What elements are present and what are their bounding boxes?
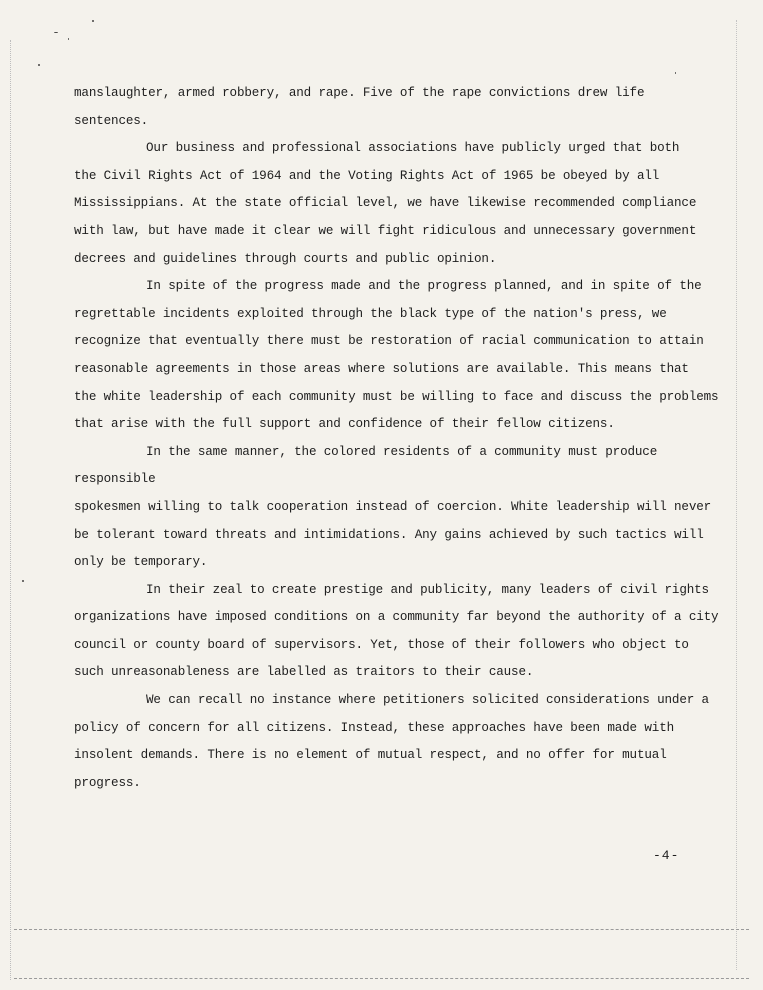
text-line: organizations have imposed conditions on a community far beyond the authority of a city bbox=[74, 610, 719, 625]
page-number: -4- bbox=[653, 848, 680, 863]
paragraph-first-line: In the same manner, the colored residents of a community must produce responsible bbox=[74, 444, 658, 487]
text-line: reasonable agreements in those areas where solutions are available. This means that bbox=[74, 361, 689, 376]
scan-speck bbox=[68, 38, 69, 40]
scan-left-edge bbox=[10, 40, 11, 980]
scan-speck bbox=[22, 580, 24, 582]
text-line: decrees and guidelines through courts and public opinion. bbox=[74, 251, 497, 266]
text-line: such unreasonableness are labelled as traitors to their cause. bbox=[74, 665, 534, 680]
text-line: manslaughter, armed robbery, and rape. Five of the rape convictions drew life bbox=[74, 86, 645, 100]
text-line: council or county board of supervisors. Yet, those of their followers who object to bbox=[74, 637, 689, 652]
scan-fold-line bbox=[14, 929, 749, 930]
scan-fold-line bbox=[14, 978, 749, 979]
text-line: insolent demands. There is no element of mutual respect, and no offer for mutual bbox=[74, 748, 667, 763]
scan-speck bbox=[38, 64, 40, 66]
scan-speck bbox=[54, 32, 58, 33]
text-line: with law, but have made it clear we will fight ridiculous and unnecessary government bbox=[74, 223, 697, 238]
text-line: Mississippians. At the state official level, we have likewise recommended compliance bbox=[74, 196, 697, 211]
text-line: regrettable incidents exploited through the black type of the nation's press, we bbox=[74, 306, 667, 321]
text-line: progress. bbox=[74, 775, 141, 790]
text-line: policy of concern for all citizens. Instead, these approaches have been made with bbox=[74, 720, 675, 735]
paragraph-first-line: Our business and professional associations have publicly urged that both bbox=[146, 141, 680, 156]
document-body bbox=[74, 80, 724, 797]
text-line: the Civil Rights Act of 1964 and the Voting Rights Act of 1965 be obeyed by all bbox=[74, 168, 660, 183]
text-line: the white leadership of each community must be willing to face and discuss the problems bbox=[74, 389, 719, 404]
text-line: recognize that eventually there must be restoration of racial communication to attain bbox=[74, 334, 704, 349]
paragraph-first-line: In their zeal to create prestige and publicity, many leaders of civil rights bbox=[146, 582, 709, 597]
paragraph-first-line: We can recall no instance where petitioners solicited considerations under a bbox=[146, 693, 709, 708]
text-line: be tolerant toward threats and intimidations. Any gains achieved by such tactics will bbox=[74, 527, 704, 542]
scan-right-edge bbox=[736, 20, 737, 970]
scan-speck bbox=[675, 72, 676, 74]
text-line: only be temporary. bbox=[74, 555, 208, 570]
text-line: spokesmen willing to talk cooperation instead of coercion. White leadership will never bbox=[74, 499, 712, 514]
paragraph-first-line: In spite of the progress made and the progress planned, and in spite of the bbox=[146, 279, 702, 294]
scan-speck bbox=[92, 20, 94, 22]
text-line: that arise with the full support and confidence of their fellow citizens. bbox=[74, 417, 615, 432]
text-line: sentences. bbox=[74, 113, 149, 128]
